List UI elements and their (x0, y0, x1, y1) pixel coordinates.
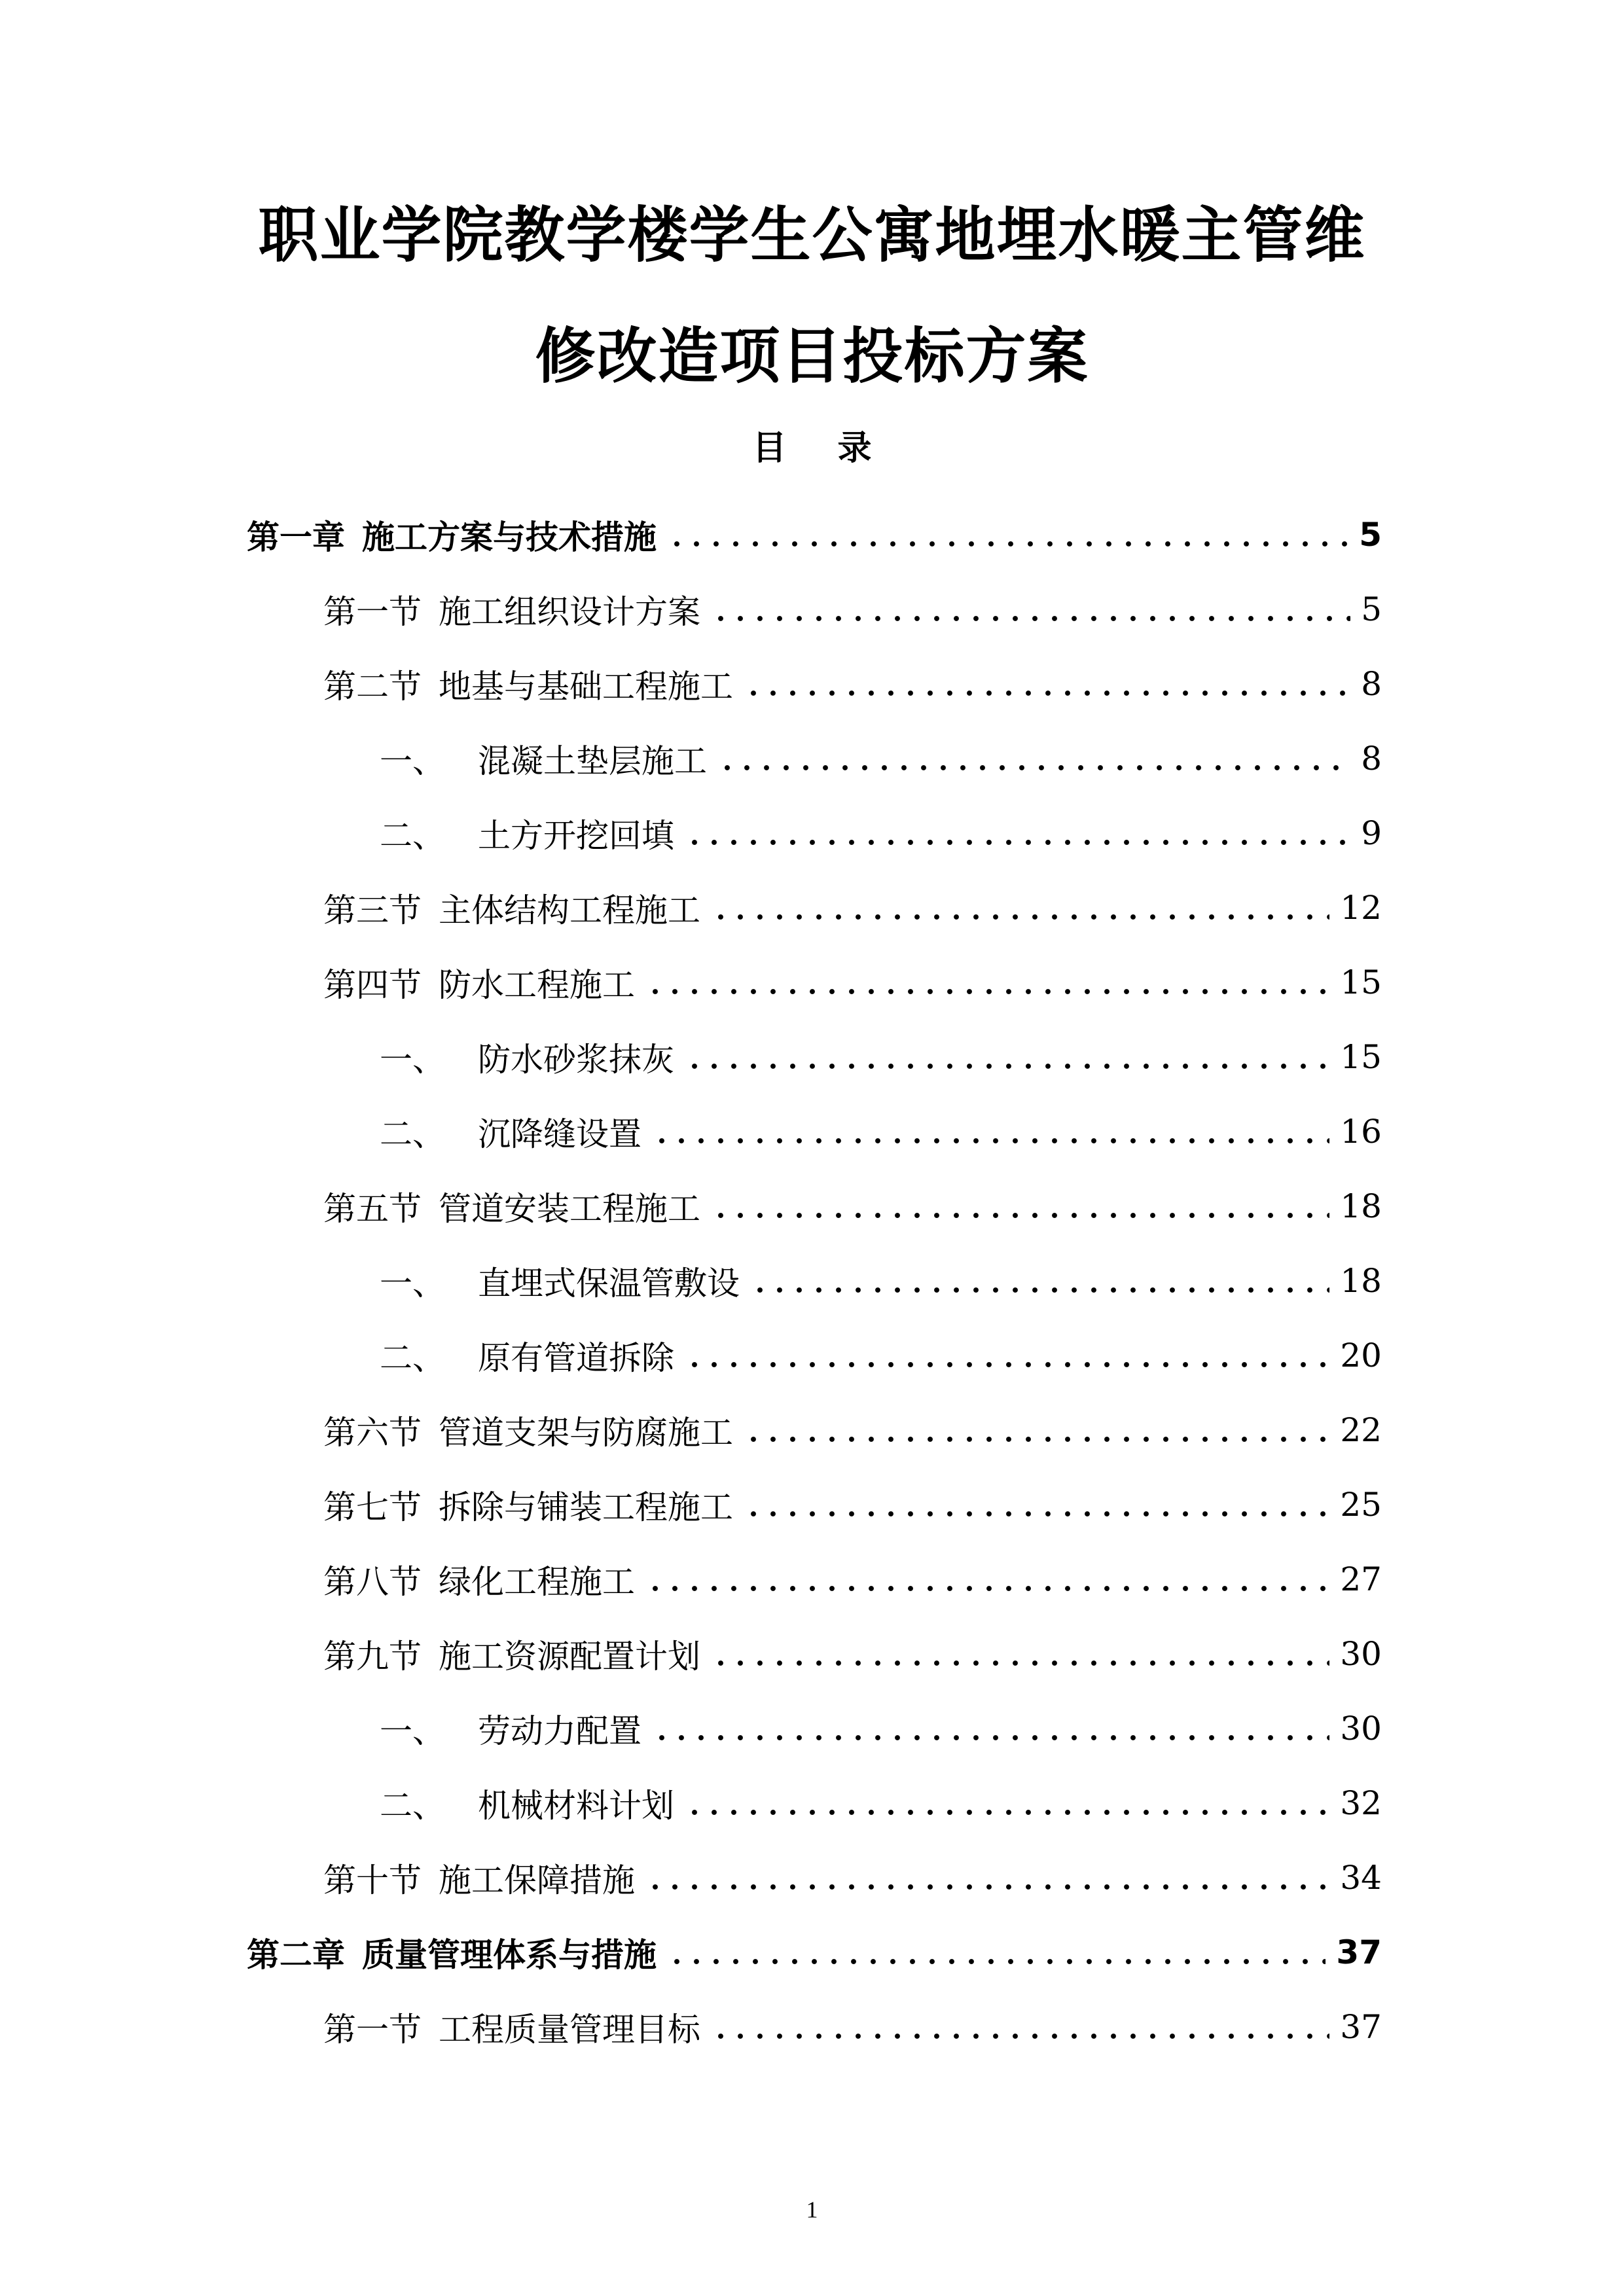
toc-entry-page: 27 (1340, 1560, 1382, 1598)
toc-entry-page: 5 (1361, 590, 1382, 628)
toc-entry-label: 施工方案与技术措施 (362, 518, 657, 556)
toc-entry-number: 第四节 (323, 966, 422, 1004)
toc-section-entry[interactable] (0, 1169, 1624, 1244)
toc-section-entry[interactable] (0, 1617, 1624, 1691)
toc-dot-leader (744, 668, 1350, 700)
toc-entry-number: 二、 (380, 1339, 445, 1377)
toc-entry-page: 34 (1340, 1859, 1382, 1897)
toc-entry-number: 二、 (380, 1115, 445, 1153)
document-title-line-2: 修改造项目投标方案 (535, 321, 1089, 391)
toc-entry-page: 32 (1340, 1784, 1382, 1822)
toc-entry-number: 第五节 (323, 1190, 422, 1228)
toc-dot-leader (685, 1041, 1329, 1073)
toc-section-entry[interactable] (0, 1467, 1624, 1542)
toc-entry-label: 原有管道拆除 (478, 1339, 674, 1377)
toc-section-entry[interactable] (0, 1840, 1624, 1915)
toc-dot-leader (685, 1787, 1329, 1820)
toc-subsection-entry[interactable] (0, 1691, 1624, 1766)
toc-entry-label: 地基与基础工程施工 (439, 668, 733, 706)
toc-entry-page: 18 (1340, 1262, 1382, 1300)
toc-subsection-entry[interactable] (0, 796, 1624, 870)
toc-dot-leader (711, 1190, 1329, 1223)
toc-entry-label: 沉降缝设置 (478, 1115, 641, 1153)
toc-section-entry[interactable] (0, 1393, 1624, 1467)
toc-entry-number: 第一节 (323, 2011, 422, 2049)
toc-entry-number: 第八节 (323, 1563, 422, 1601)
toc-entry-page: 16 (1340, 1113, 1382, 1151)
toc-subsection-entry[interactable] (0, 721, 1624, 796)
toc-chapter-entry[interactable] (0, 497, 1624, 572)
toc-entry-number: 二、 (380, 1787, 445, 1825)
toc-entry-label: 绿化工程施工 (439, 1563, 635, 1601)
toc-dot-leader (685, 1339, 1329, 1372)
toc-entry-label: 拆除与铺装工程施工 (439, 1488, 733, 1526)
toc-entry-page: 9 (1361, 814, 1382, 852)
toc-entry-label: 主体结构工程施工 (439, 891, 700, 929)
toc-entry-number: 第六节 (323, 1414, 422, 1452)
toc-section-entry[interactable] (0, 870, 1624, 945)
toc-dot-leader (711, 1638, 1329, 1670)
toc-entry-label: 土方开挖回填 (478, 817, 674, 855)
toc-subsection-entry[interactable] (0, 1766, 1624, 1840)
toc-dot-leader (652, 1115, 1329, 1148)
toc-dot-leader (711, 593, 1350, 626)
toc-entry-number: 第二章 (247, 1936, 345, 1974)
toc-subsection-entry[interactable] (0, 1318, 1624, 1393)
toc-dot-leader (750, 1265, 1329, 1297)
toc-entry-page: 30 (1340, 1635, 1382, 1673)
toc-dot-leader (711, 891, 1329, 924)
toc-entry-number: 第一章 (247, 518, 345, 556)
toc-entry-number: 二、 (380, 817, 445, 855)
toc-entry-page: 18 (1340, 1187, 1382, 1225)
toc-entry-page: 25 (1340, 1486, 1382, 1524)
toc-entry-label: 施工资源配置计划 (439, 1638, 700, 1676)
toc-dot-leader (717, 742, 1350, 775)
toc-entry-number: 一、 (380, 1712, 445, 1750)
toc-entry-label: 施工保障措施 (439, 1861, 635, 1899)
toc-entry-label: 直埋式保温管敷设 (478, 1265, 740, 1302)
toc-heading: 目 录 (752, 429, 892, 468)
toc-entry-label: 机械材料计划 (478, 1787, 674, 1825)
toc-entry-label: 工程质量管理目标 (439, 2011, 700, 2049)
toc-subsection-entry[interactable] (0, 1094, 1624, 1169)
toc-section-entry[interactable] (0, 572, 1624, 647)
toc-entry-label: 管道安装工程施工 (439, 1190, 700, 1228)
toc-dot-leader (744, 1414, 1329, 1446)
toc-entry-page: 37 (1340, 2008, 1382, 2046)
toc-dot-leader (685, 817, 1350, 850)
toc-dot-leader (711, 2011, 1329, 2043)
toc-entry-page: 22 (1340, 1411, 1382, 1449)
toc-entry-label: 管道支架与防腐施工 (439, 1414, 733, 1452)
toc-dot-leader (667, 1936, 1326, 1969)
document-title-line-1: 职业学院教学楼学生公寓地埋水暖主管维 (258, 200, 1366, 270)
toc-entry-label: 施工组织设计方案 (439, 593, 700, 631)
toc-entry-label: 防水工程施工 (439, 966, 635, 1004)
toc-entry-page: 30 (1340, 1710, 1382, 1748)
toc-section-entry[interactable] (0, 1542, 1624, 1617)
toc-entry-label: 防水砂浆抹灰 (478, 1041, 674, 1079)
toc-entry-page: 12 (1340, 889, 1382, 927)
toc-entry-label: 混凝土垫层施工 (478, 742, 707, 780)
toc-chapter-entry[interactable] (0, 1915, 1624, 1990)
toc-entry-number: 第七节 (323, 1488, 422, 1526)
toc-dot-leader (645, 1563, 1329, 1596)
toc-entry-page: 5 (1359, 516, 1382, 554)
toc-entry-number: 第九节 (323, 1638, 422, 1676)
toc-entry-page: 15 (1340, 1038, 1382, 1076)
toc-section-entry[interactable] (0, 647, 1624, 721)
toc-dot-leader (744, 1488, 1329, 1521)
toc-dot-leader (645, 1861, 1329, 1894)
toc-entry-number: 一、 (380, 742, 445, 780)
toc-subsection-entry[interactable] (0, 1244, 1624, 1318)
toc-entry-page: 20 (1340, 1336, 1382, 1374)
toc-entry-page: 8 (1361, 665, 1382, 703)
toc-entry-number: 第十节 (323, 1861, 422, 1899)
toc-entry-page: 15 (1340, 963, 1382, 1001)
toc-entry-number: 第一节 (323, 593, 422, 631)
toc-entry-page: 8 (1361, 740, 1382, 778)
toc-entry-number: 一、 (380, 1265, 445, 1302)
toc-dot-leader (652, 1712, 1329, 1745)
toc-entry-number: 第三节 (323, 891, 422, 929)
toc-dot-leader (645, 966, 1329, 999)
toc-entry-number: 第二节 (323, 668, 422, 706)
table-of-contents (0, 497, 1624, 2064)
page-number: 1 (806, 2197, 818, 2223)
toc-entry-page: 37 (1336, 1933, 1382, 1971)
toc-section-entry[interactable] (0, 1990, 1624, 2064)
toc-subsection-entry[interactable] (0, 1020, 1624, 1094)
toc-section-entry[interactable] (0, 945, 1624, 1020)
toc-entry-label: 劳动力配置 (478, 1712, 641, 1750)
toc-entry-number: 一、 (380, 1041, 445, 1079)
toc-dot-leader (667, 518, 1348, 551)
toc-entry-label: 质量管理体系与措施 (362, 1936, 657, 1974)
